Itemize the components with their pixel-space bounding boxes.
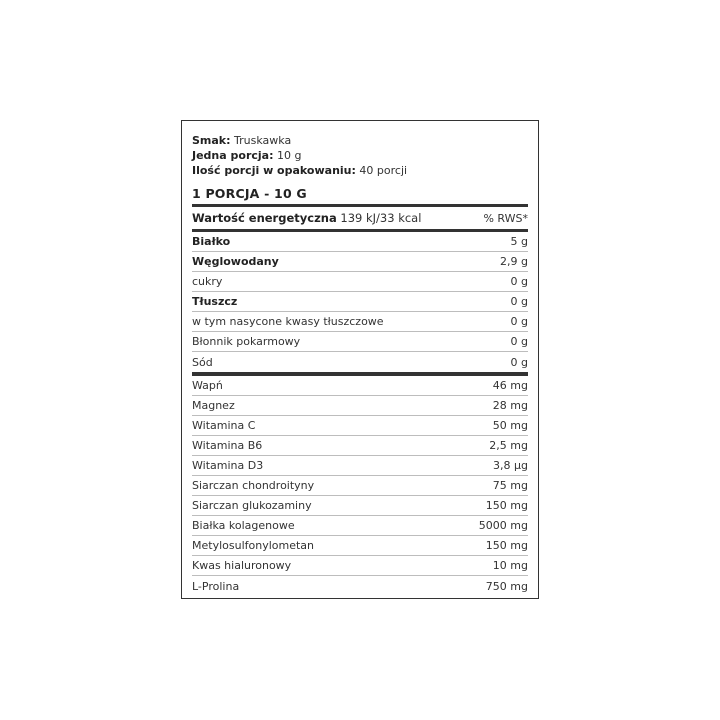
ingredient-name: Metylosulfonylometan [192,539,315,552]
flavor-line [192,133,528,148]
table-row [192,436,528,456]
servings-line [192,163,528,178]
nutrient-name: Sód [192,355,213,369]
table-row [192,576,528,596]
nutrient-name: w tym nasycone kwasy tłuszczowe [192,315,384,328]
serving-label: Jedna porcja: [192,149,274,162]
ingredient-name: Witamina D3 [192,459,264,472]
ingredient-name: Witamina C [192,419,256,432]
table-row [192,416,528,436]
table-row [192,476,528,496]
ingredient-value: 150 mg [485,539,528,552]
nutrient-name: cukry [192,275,223,288]
table-row [192,272,528,292]
table-row [192,496,528,516]
ingredient-value: 750 mg [485,579,528,593]
servings-value: 40 porcji [359,164,408,177]
table-row [192,292,528,312]
portion-title: 1 PORCJA - 10 G [192,186,307,201]
nutrient-value: 0 g [510,275,528,288]
serving-value: 10 g [276,149,302,162]
ingredient-name: Białka kolagenowe [192,519,295,532]
ingredient-value: 46 mg [492,379,528,392]
ingredients-table [192,376,528,596]
nutrient-name: Błonnik pokarmowy [192,335,301,348]
ingredient-value: 2,5 mg [489,439,528,452]
ingredient-value: 28 mg [492,399,528,412]
table-row [192,376,528,396]
energy-label: Wartość energetyczna [192,211,337,225]
ingredient-value: 75 mg [492,479,528,492]
nutrient-value: 5 g [510,235,528,248]
table-row [192,332,528,352]
ingredient-name: L-Prolina [192,579,240,593]
ingredient-value: 10 mg [492,559,528,572]
ingredient-name: Wapń [192,379,223,392]
table-row [192,352,528,372]
ingredient-name: Kwas hialuronowy [192,559,292,572]
table-row [192,312,528,332]
nutrient-name: Tłuszcz [192,295,238,308]
ingredient-value: 3,8 µg [493,459,528,472]
flavor-value: Truskawka [234,134,292,147]
table-row [192,516,528,536]
ingredient-name: Witamina B6 [192,439,263,452]
flavor-label: Smak: [192,134,231,147]
table-row [192,252,528,272]
nutrient-value: 0 g [510,295,528,308]
table-row [192,556,528,576]
servings-label: Ilość porcji w opakowaniu: [192,164,356,177]
nutrients-table [192,232,528,372]
ingredient-name: Siarczan chondroityny [192,479,315,492]
nutrient-value: 2,9 g [500,255,528,268]
nutrient-value: 0 g [510,315,528,328]
ingredient-name: Siarczan glukozaminy [192,499,312,512]
serving-line [192,148,528,163]
ingredient-name: Magnez [192,399,235,412]
table-row [192,396,528,416]
energy-cell [192,211,421,225]
nutrient-value: 0 g [510,355,528,369]
nutrient-name: Węglowodany [192,255,279,268]
nutrient-name: Białko [192,235,231,248]
energy-row [192,207,528,229]
ingredient-value: 150 mg [485,499,528,512]
energy-value: 139 kJ/33 kcal [340,211,422,225]
ingredient-value: 5000 mg [478,519,528,532]
table-row [192,536,528,556]
ingredient-value: 50 mg [492,419,528,432]
nutrition-label [181,120,539,599]
rws-header: % RWS* [483,211,528,225]
table-row [192,456,528,476]
table-row [192,232,528,252]
nutrient-value: 0 g [510,335,528,348]
